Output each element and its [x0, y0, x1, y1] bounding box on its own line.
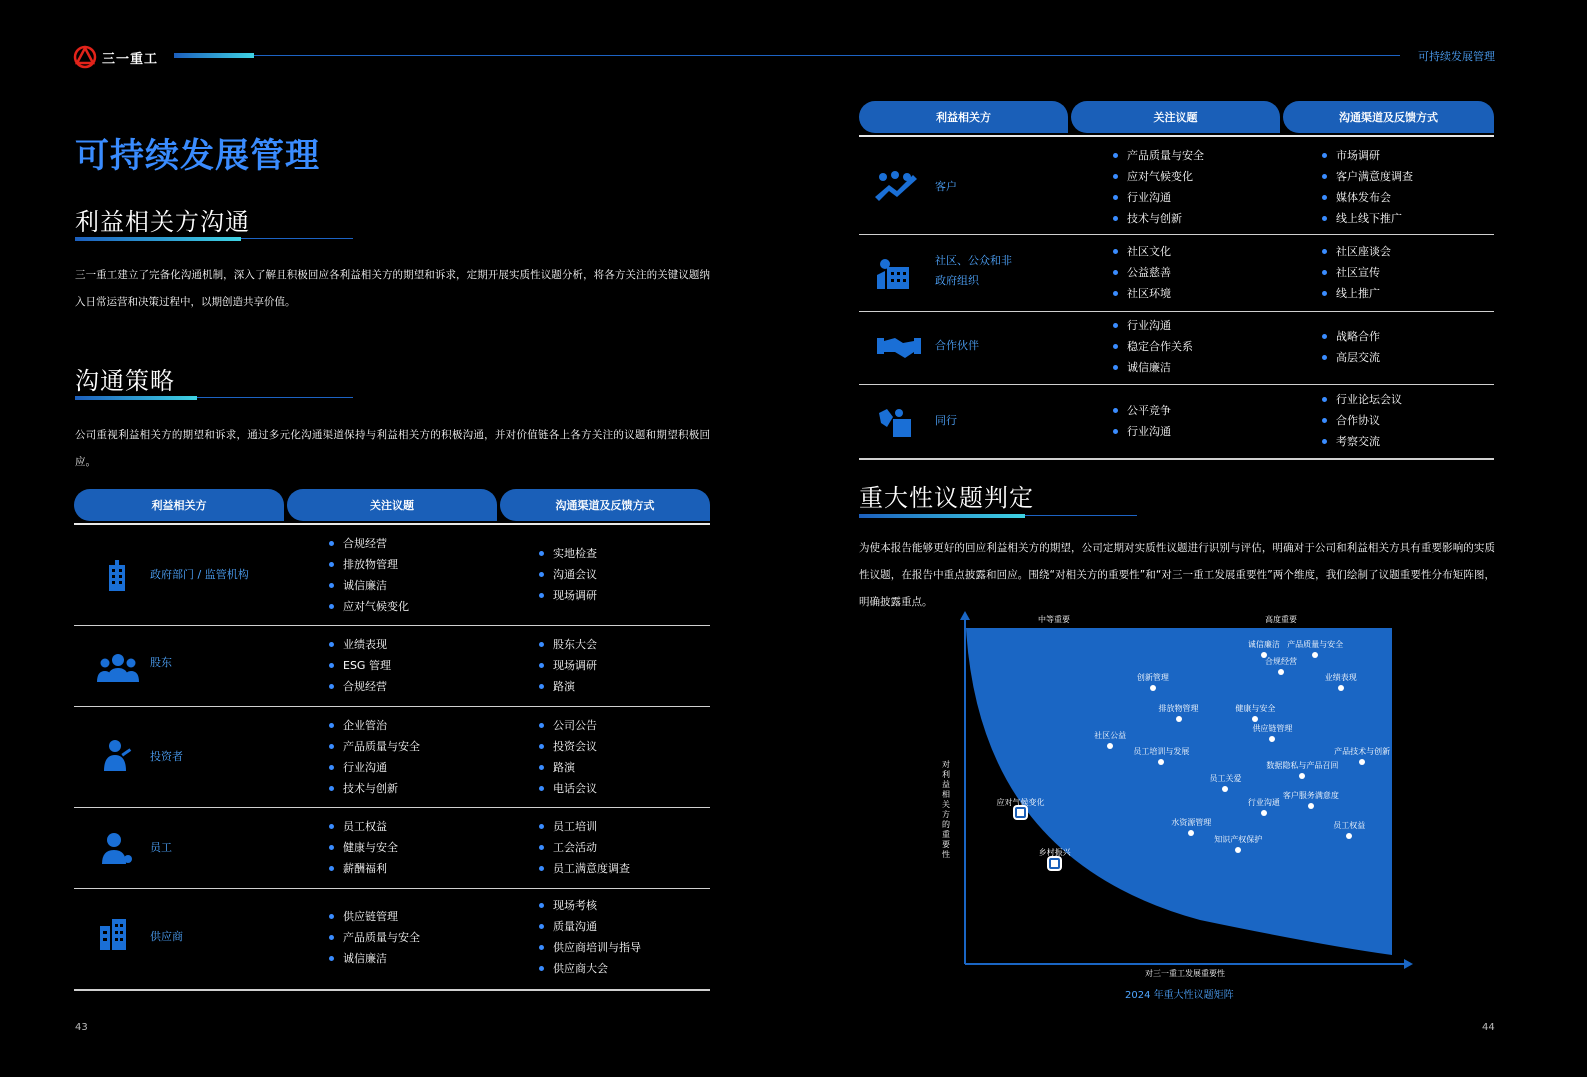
channel-item: 战略合作: [1322, 326, 1380, 347]
matrix-point: [1261, 810, 1267, 816]
table-row: [74, 808, 710, 888]
topic-item: 产品质量与安全: [329, 736, 420, 757]
table-row: [74, 626, 710, 706]
channel-item: 员工培训: [539, 816, 630, 837]
channel-item: 媒体发布会: [1322, 187, 1413, 208]
channels-list: [539, 715, 597, 799]
matrix-point-label: 员工关爱: [1209, 774, 1242, 784]
topics-list: [1113, 315, 1193, 378]
matrix-point-label: 乡村振兴: [1038, 848, 1071, 858]
channel-item: 质量沟通: [539, 916, 641, 937]
topic-item: 稳定合作关系: [1113, 336, 1193, 357]
matrix-point: [1312, 652, 1318, 658]
topic-item: 诚信廉洁: [329, 948, 420, 969]
page-number-left: 43: [75, 1022, 88, 1033]
topic-item: 技术与创新: [329, 778, 420, 799]
matrix-point: [1308, 803, 1314, 809]
topic-item: 行业沟通: [1113, 421, 1171, 442]
topic-item: 技术与创新: [1113, 208, 1204, 229]
channels-list: [1322, 389, 1402, 452]
matrix-point: [1049, 858, 1060, 869]
strategy-intro-text: 公司重视利益相关方的期望和诉求，通过多元化沟通渠道保持与利益相关方的积极沟通，并对价值链各上各方关注的议题和期望积极回应。: [75, 429, 710, 468]
channel-item: 社区宣传: [1322, 262, 1391, 283]
section-heading-materiality: 重大性议题判定: [859, 484, 1034, 512]
topic-item: 业绩表现: [329, 634, 391, 655]
building-icon: [99, 557, 135, 593]
channel-item: 现场考核: [539, 895, 641, 916]
topic-item: 公平竞争: [1113, 400, 1171, 421]
channel-item: 路演: [539, 676, 597, 697]
channel-item: 现场调研: [539, 655, 597, 676]
handshake-icon: [877, 334, 921, 360]
topic-item: 行业沟通: [1113, 187, 1204, 208]
section-heading-strategy: 沟通策略: [75, 367, 175, 395]
topic-item: 诚信廉洁: [329, 575, 409, 596]
topics-list: [329, 715, 420, 799]
stakeholder-table-left: [74, 489, 710, 991]
topics-list: [329, 634, 391, 697]
channel-item: 供应商培训与指导: [539, 937, 641, 958]
stakeholder-name: 同行: [935, 414, 957, 427]
matrix-caption: 2024 年重大性议题矩阵: [1125, 990, 1234, 1001]
channels-list: [539, 895, 641, 979]
topic-item: 行业沟通: [329, 757, 420, 778]
table-row: [859, 385, 1494, 458]
stakeholder-name: 政府部门 / 监管机构: [150, 568, 249, 581]
topic-item: 产品质量与安全: [329, 927, 420, 948]
topics-list: [1113, 145, 1204, 229]
topics-list: [1113, 241, 1171, 304]
channel-item: 工会活动: [539, 837, 630, 858]
topics-list: [329, 533, 409, 617]
channels-list: [1322, 326, 1380, 368]
table-row: [74, 525, 710, 625]
matrix-point-label: 员工权益: [1333, 821, 1366, 831]
header-divider: [254, 55, 1400, 56]
stakeholder-table-right: [859, 101, 1494, 460]
customer-icon: [873, 167, 921, 203]
matrix-point: [1278, 669, 1284, 675]
brand-logo: [72, 45, 158, 69]
channel-item: 供应商大会: [539, 958, 641, 979]
stakeholder-name: 社区、公众和非政府组织: [935, 254, 1012, 287]
topic-item: 健康与安全: [329, 837, 398, 858]
channels-list: [539, 634, 597, 697]
channel-item: 现场调研: [539, 585, 597, 606]
peer-icon: [877, 405, 913, 441]
matrix-point-label: 产品质量与安全: [1287, 639, 1344, 649]
topic-item: 供应链管理: [329, 906, 420, 927]
sany-logo-icon: [72, 45, 98, 69]
matrix-point: [1235, 847, 1241, 853]
matrix-point-label: 创新管理: [1136, 673, 1169, 683]
topic-item: 社区环境: [1113, 283, 1171, 304]
channel-item: 行业论坛会议: [1322, 389, 1402, 410]
matrix-point-label: 知识产权保护: [1214, 834, 1263, 844]
table-row: [74, 889, 710, 989]
channel-item: 市场调研: [1322, 145, 1413, 166]
col-header-stakeholder: 利益相关方: [74, 489, 284, 521]
stakeholder-name: 供应商: [150, 930, 183, 943]
page-title: 可持续发展管理: [75, 136, 320, 176]
channel-item: 考察交流: [1322, 431, 1402, 452]
brand-name: 三一重工: [102, 51, 159, 67]
matrix-point-label: 业绩表现: [1324, 673, 1357, 683]
col-header-stakeholder: 利益相关方: [859, 101, 1068, 133]
topic-item: 员工权益: [329, 816, 398, 837]
matrix-point-label: 行业沟通: [1247, 797, 1280, 807]
section-heading-stakeholder: 利益相关方沟通: [75, 208, 250, 236]
stakeholder-name: 投资者: [150, 750, 183, 763]
matrix-point: [1107, 743, 1113, 749]
section-underline: [859, 514, 1137, 518]
investor-icon: [99, 737, 135, 773]
topic-item: 合规经营: [329, 676, 391, 697]
matrix-point-label: 水资源管理: [1171, 817, 1212, 827]
matrix-point-label: 产品技术与创新: [1334, 747, 1391, 757]
stakeholder-intro-text: 三一重工建立了完备化沟通机制，深入了解且积极回应各利益相关方的期望和诉求，定期开展实质性议题分析，将各方关注的关键议题纳入日常运营和决策过程中，以期创造共享价值。: [75, 269, 710, 308]
topic-item: 应对气候变化: [1113, 166, 1204, 187]
table-row: [74, 707, 710, 807]
top-label-high: 高度重要: [1265, 615, 1297, 624]
col-header-topics: 关注议题: [287, 489, 497, 521]
header-section-title: 可持续发展管理: [1418, 50, 1495, 63]
channel-item: 投资会议: [539, 736, 597, 757]
table-row: [859, 235, 1494, 311]
topic-item: 社区文化: [1113, 241, 1171, 262]
stakeholder-name: 客户: [935, 180, 957, 193]
topics-list: [329, 906, 420, 969]
materiality-intro-text: 为使本报告能够更好的回应利益相关方的期望，公司定期对实质性议题进行识别与评估，明确对于公司和利益相关方具有重要影响的实质性议题，在报告中重点披露和回应。围绕“对相关方的重要性”和“对三一重工发展重要性”两个维度，我们绘制了议题重要性分布矩阵图，明确披露重点。: [859, 542, 1495, 608]
section-underline: [75, 396, 353, 400]
topics-list: [1113, 400, 1171, 442]
matrix-point-label: 健康与安全: [1235, 703, 1276, 713]
channel-item: 股东大会: [539, 634, 597, 655]
y-axis-arrow: [960, 611, 970, 620]
channel-item: 社区座谈会: [1322, 241, 1391, 262]
matrix-point-label: 社区公益: [1094, 730, 1127, 740]
channel-item: 线上推广: [1322, 283, 1391, 304]
topic-item: 行业沟通: [1113, 315, 1193, 336]
topic-item: 合规经营: [329, 533, 409, 554]
matrix-point-label: 排放物管理: [1158, 703, 1199, 713]
channel-item: 电话会议: [539, 778, 597, 799]
topic-item: 应对气候变化: [329, 596, 409, 617]
channels-list: [1322, 145, 1413, 229]
stakeholder-name: 合作伙伴: [935, 339, 979, 352]
header-accent: [174, 53, 254, 58]
topic-item: 诚信廉洁: [1113, 357, 1193, 378]
topic-item: 排放物管理: [329, 554, 409, 575]
channel-item: 实地检查: [539, 543, 597, 564]
channel-item: 合作协议: [1322, 410, 1402, 431]
matrix-point: [1015, 807, 1026, 818]
matrix-point: [1176, 716, 1182, 722]
employee-icon: [99, 830, 135, 866]
page-number-right: 44: [1482, 1022, 1495, 1033]
y-axis-label: 对利益相关方的重要性: [942, 760, 950, 859]
channel-item: 高层交流: [1322, 347, 1380, 368]
channels-list: [539, 816, 630, 879]
matrix-point-label: 合规经营: [1264, 656, 1297, 666]
matrix-point-label: 员工培训与发展: [1133, 747, 1190, 757]
topic-item: 薪酬福利: [329, 858, 398, 879]
channels-list: [539, 543, 597, 606]
stakeholder-name: 股东: [150, 656, 172, 669]
matrix-point-label: 供应链管理: [1252, 723, 1293, 733]
matrix-point-label: 应对气候变化: [996, 797, 1045, 807]
topic-item: 产品质量与安全: [1113, 145, 1204, 166]
channel-item: 员工满意度调查: [539, 858, 630, 879]
supplier-icon: [96, 916, 132, 952]
group-icon: [96, 648, 140, 684]
community-icon: [875, 255, 911, 291]
topic-item: 企业管治: [329, 715, 420, 736]
topic-item: 公益慈善: [1113, 262, 1171, 283]
channels-list: [1322, 241, 1391, 304]
col-header-topics: 关注议题: [1071, 101, 1280, 133]
col-header-channels: 沟通渠道及反馈方式: [1283, 101, 1494, 133]
table-row: [859, 137, 1494, 234]
channel-item: 路演: [539, 757, 597, 778]
x-axis-label: 对三一重工发展重要性: [1145, 969, 1225, 978]
stakeholder-name: 员工: [150, 841, 172, 854]
channel-item: 公司公告: [539, 715, 597, 736]
table-row: [859, 312, 1494, 384]
col-header-channels: 沟通渠道及反馈方式: [500, 489, 710, 521]
matrix-point-label: 诚信廉洁: [1247, 639, 1280, 649]
topics-list: [329, 816, 398, 879]
channel-item: 沟通会议: [539, 564, 597, 585]
channel-item: 客户满意度调查: [1322, 166, 1413, 187]
channel-item: 线上线下推广: [1322, 208, 1413, 229]
topic-item: ESG 管理: [329, 655, 391, 676]
section-underline: [75, 237, 353, 241]
top-label-medium: 中等重要: [1038, 615, 1070, 624]
matrix-point-label: 客户服务满意度: [1282, 791, 1339, 801]
x-axis-arrow: [1404, 959, 1413, 969]
matrix-point-label: 数据隐私与产品召回: [1266, 760, 1339, 770]
materiality-matrix: [940, 610, 1420, 1002]
